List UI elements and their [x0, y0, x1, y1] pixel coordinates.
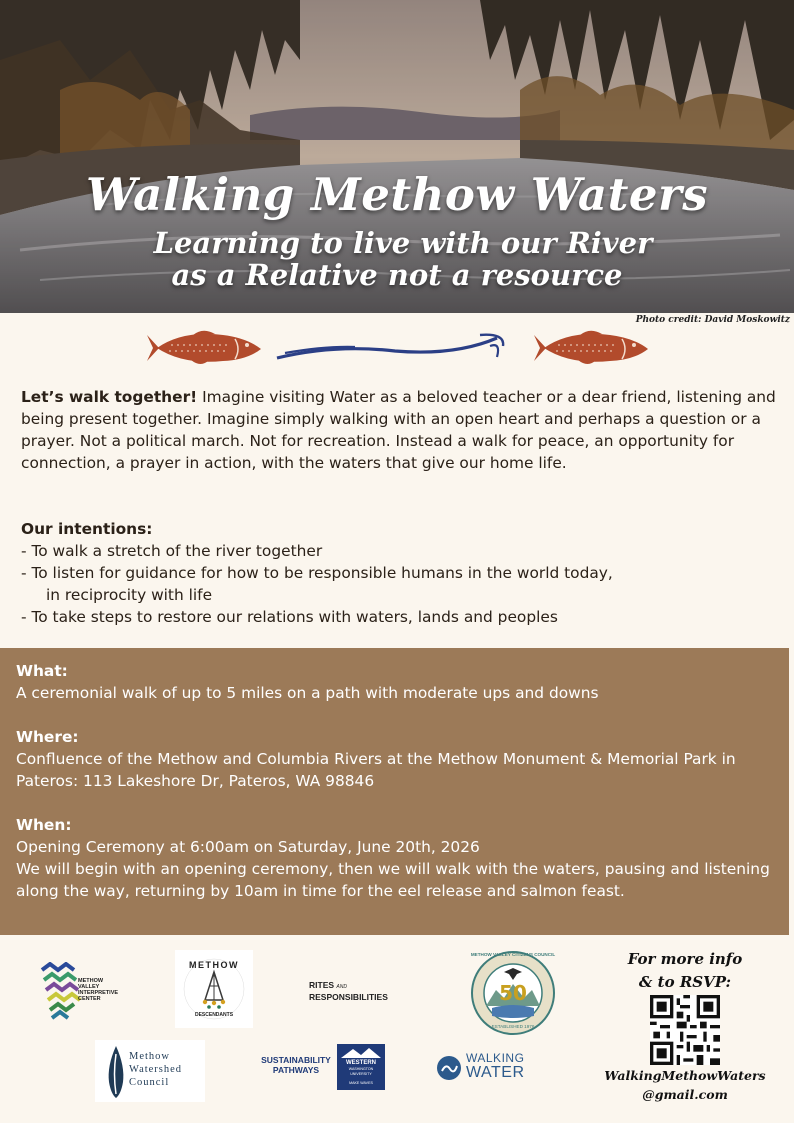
intro-lead: Let’s walk together!	[21, 388, 198, 406]
sp-text-2: PATHWAYS	[272, 1065, 320, 1075]
sustainability-pathways-logo	[250, 1055, 342, 1075]
ww-text-1: WALKING	[466, 1051, 525, 1065]
mvcc-ring-text: METHOW VALLEY CITIZENS COUNCIL	[470, 952, 556, 957]
mvcc-logo	[470, 950, 556, 1036]
when-time: Opening Ceremony at 6:00am on Saturday, June 20th, 2026	[16, 838, 480, 856]
mvic-text-1: METHOW	[78, 978, 104, 984]
photo-credit: Photo credit: David Moskowitz	[635, 315, 790, 325]
methow-watershed-council-logo	[95, 1040, 205, 1102]
mvic-text-2: VALLEY	[78, 984, 100, 990]
where-text: Confluence of the Methow and Columbia Rivers at the Methow Monument & Memorial Park in Pateros: 113 Lakeshore Dr, Pateros, WA 98846	[16, 750, 736, 790]
wwu-text-2: WASHINGTON	[348, 1067, 374, 1071]
mvic-zigzag-icon	[40, 962, 82, 1020]
when-heading: When:	[16, 816, 72, 834]
intention-item: - To walk a stretch of the river together	[21, 542, 323, 560]
river-wave-icon	[275, 332, 510, 364]
intention-item: - To listen for guidance for how to be responsible humans in the world today,	[21, 564, 613, 582]
event-details-box	[0, 648, 789, 935]
intention-item: - To take steps to restore our relations with waters, lands and peoples	[21, 608, 558, 626]
mvic-text-3: INTERPRETIVE	[78, 990, 119, 996]
rsvp-email-2[interactable]: @gmail.com	[642, 1087, 728, 1102]
subtitle-line-1: Learning to live with our River	[153, 226, 653, 260]
sp-text-1: SUSTAINABILITY	[261, 1055, 331, 1065]
mwc-text-1: Methow	[129, 1051, 170, 1062]
mvcc-established-text: ESTABLISHED 1976	[491, 1024, 535, 1029]
mvic-text-4: CENTER	[78, 996, 101, 1002]
wwu-text-1: WESTERN	[346, 1060, 376, 1066]
intro-paragraph	[21, 386, 781, 474]
svg-text:50: 50	[499, 981, 527, 1005]
qr-code-icon	[650, 995, 720, 1065]
methow-descendants-logo	[175, 950, 253, 1028]
mwc-text-3: Council	[129, 1077, 170, 1088]
wwu-logo	[337, 1044, 385, 1090]
walking-water-icon	[436, 1055, 462, 1081]
responsibilities-text: RESPONSIBILITIES	[309, 992, 388, 1002]
when-text: We will begin with an opening ceremony, then we will walk with the waters, pausing and listening along the way, returning by 10am in time for the eel release and salmon feast.	[16, 860, 770, 900]
what-text: A ceremonial walk of up to 5 miles on a path with moderate ups and downs	[16, 684, 599, 702]
watershed-drop-icon	[103, 1044, 129, 1100]
where-heading: Where:	[16, 728, 79, 746]
page-title: Walking Methow Waters	[85, 168, 709, 221]
walking-water-logo	[436, 1050, 536, 1086]
intentions-heading: Our intentions:	[21, 520, 153, 538]
rites-responsibilities-logo	[309, 980, 409, 1002]
mwc-text-2: Watershed	[129, 1064, 183, 1075]
rsvp-line-1: For more info	[627, 950, 743, 968]
descendants-bottom-text: DESCENDANTS	[194, 1012, 234, 1018]
rites-text: RITES	[309, 980, 335, 990]
salmon-icon-left	[143, 327, 263, 369]
rsvp-block	[600, 948, 770, 1104]
intentions-list	[21, 518, 781, 628]
rsvp-email-1[interactable]: WalkingMethowWaters	[604, 1068, 766, 1083]
what-heading: What:	[16, 662, 68, 680]
intention-item-continuation: in reciprocity with life	[46, 586, 213, 604]
wwu-text-3: UNIVERSITY	[350, 1072, 372, 1076]
salmon-icon-right	[530, 327, 650, 369]
qr-code[interactable]	[600, 994, 770, 1066]
mvic-logo	[40, 962, 140, 1020]
intro-body: Imagine visiting Water as a beloved teacher or a dear friend, listening and being present together. Imagine simply walking with an open heart and perhaps a question or a prayer. Not a political march. Not for recreation. Instead a walk for peace, an opportunity for connection, a prayer in action, with the waters that give our home life.	[21, 388, 776, 472]
descendants-top-text: METHOW	[189, 960, 239, 970]
rites-and-text: AND	[336, 984, 347, 990]
ww-text-2: WATER	[466, 1064, 525, 1081]
hero-photo	[0, 0, 794, 313]
wwu-text-4: MAKE WAVES	[349, 1081, 373, 1085]
subtitle-line-2: as a Relative not a resource	[171, 258, 623, 292]
rsvp-line-2: & to RSVP:	[638, 973, 732, 991]
wwu-mountain-icon	[337, 1046, 385, 1060]
